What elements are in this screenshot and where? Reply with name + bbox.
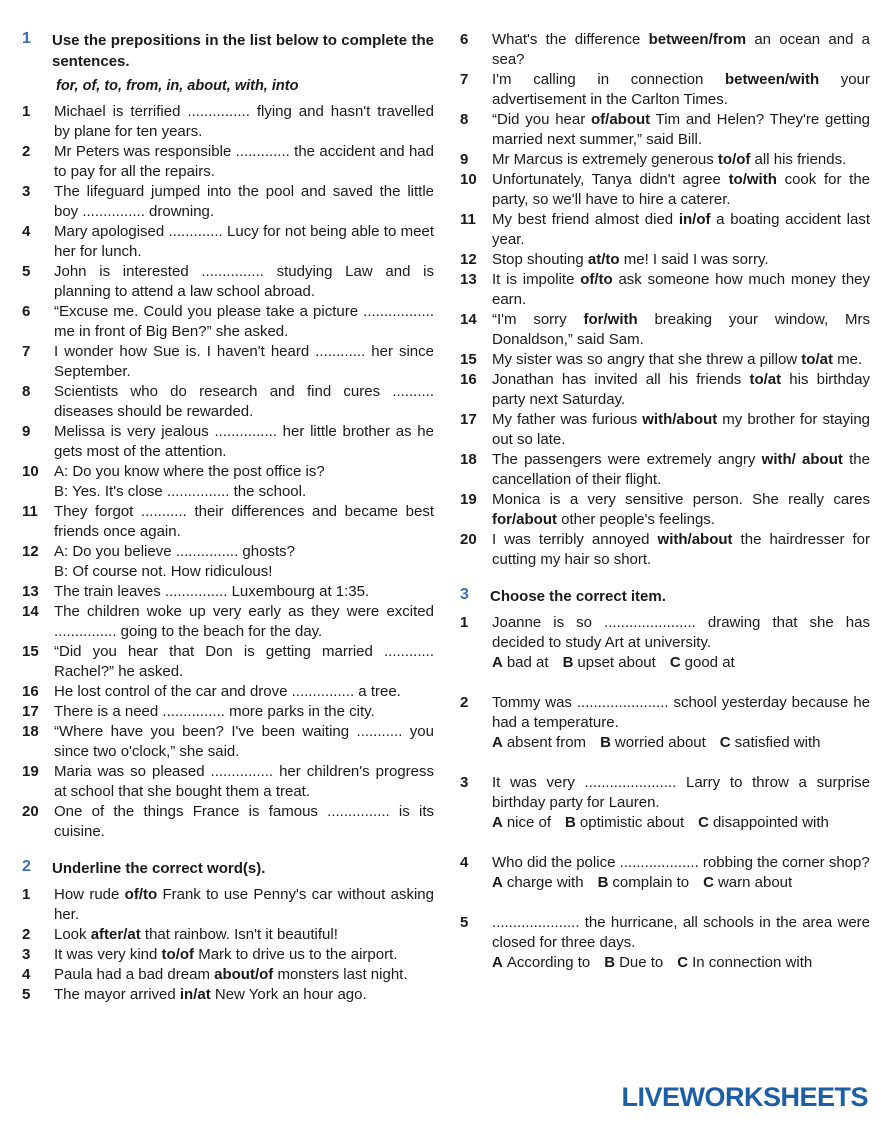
option-letter: B (562, 654, 574, 671)
section-1-items (22, 102, 434, 842)
answer-option[interactable] (600, 733, 706, 753)
item-number: 5 (460, 914, 469, 931)
answer-option[interactable] (720, 733, 821, 753)
exercise-item (22, 985, 434, 1005)
item-text: Paula had a bad dream about/of monsters last night. (54, 966, 408, 983)
word-choice[interactable]: about/of (214, 966, 274, 983)
word-choice[interactable]: with/about (642, 411, 718, 428)
item-text: I'm calling in connection between/with your advertisement in the Carlton Times. (492, 71, 870, 108)
exercise-item (460, 30, 870, 70)
exercise-item (22, 682, 434, 702)
item-number: 5 (22, 986, 31, 1003)
option-text: Due to (619, 954, 664, 971)
section-3-heading (460, 586, 870, 607)
exercise-item (22, 702, 434, 722)
answer-option[interactable] (604, 953, 663, 973)
spacer (460, 753, 870, 773)
item-number: 20 (460, 531, 477, 548)
exercise-item (22, 462, 434, 502)
option-text: charge with (506, 874, 584, 891)
spacer (460, 893, 870, 913)
exercise-item (22, 582, 434, 602)
section-title: Choose the correct item. (490, 588, 666, 605)
item-text: Unfortunately, Tanya didn't agree to/with cook for the party, so we'll have to hire a caterer. (492, 171, 871, 208)
item-text: It was very kind to/of Mark to drive us to the airport. (54, 946, 398, 963)
exercise-item (22, 422, 434, 462)
exercise-item (460, 490, 870, 530)
exercise-item (22, 302, 434, 342)
item-number: 3 (460, 774, 469, 791)
right-column (460, 30, 870, 973)
word-choice[interactable]: of/about (591, 111, 651, 128)
option-letter: A (492, 654, 503, 671)
option-text: warn about (717, 874, 793, 891)
item-text: Stop shouting at/to me! I said I was sorry. (492, 251, 769, 268)
item-number: 17 (22, 703, 39, 720)
section-2-heading (22, 858, 434, 879)
word-choice[interactable]: at/to (587, 251, 620, 268)
item-text: There is a need ............... more parks in the city. (54, 703, 375, 720)
item-text: One of the things France is famous ............... is its cuisine. (54, 803, 434, 840)
item-number: 14 (22, 603, 39, 620)
item-text: John is interested ............... studying Law and is planning to attend a law school abroad. (54, 263, 434, 300)
option-letter: B (604, 954, 616, 971)
exercise-item (22, 182, 434, 222)
option-letter: B (565, 814, 576, 831)
item-text: What's the difference between/from an ocean and a sea? (492, 31, 870, 68)
section-2-items (22, 885, 434, 1005)
exercise-item (460, 270, 870, 310)
word-choice[interactable]: to/of (717, 151, 751, 168)
option-letter: A (492, 954, 503, 971)
exercise-item (460, 310, 870, 350)
item-text: The passengers were extremely angry with/ about the cancellation of their flight. (492, 451, 870, 488)
option-letter: C (677, 954, 689, 971)
exercise-item (22, 502, 434, 542)
exercise-item (460, 370, 870, 410)
word-choice[interactable]: between/from (648, 31, 747, 48)
item-number: 11 (22, 503, 38, 520)
option-letter: A (492, 814, 503, 831)
option-text: disappointed with (712, 814, 829, 831)
answer-options (492, 653, 870, 673)
item-number: 18 (460, 451, 477, 468)
word-choice[interactable]: between/with (724, 71, 820, 88)
option-letter: C (703, 874, 714, 891)
exercise-item (460, 250, 870, 270)
exercise-item (460, 773, 870, 833)
exercise-item (22, 762, 434, 802)
option-letter: A (492, 734, 503, 751)
item-text: The lifeguard jumped into the pool and saved the little boy ............... drowning. (54, 183, 434, 220)
exercise-item (460, 150, 870, 170)
exercise-item (460, 613, 870, 673)
item-number: 5 (22, 263, 31, 280)
item-text: My best friend almost died in/of a boating accident last year. (492, 211, 871, 248)
answer-option[interactable] (703, 873, 792, 893)
item-number: 3 (22, 946, 31, 963)
item-number: 1 (22, 886, 31, 903)
exercise-item (460, 70, 870, 110)
question-text: ..................... the hurricane, all schools in the area were closed for three days. (492, 914, 870, 951)
section-2-items-continued (460, 30, 870, 570)
item-number: 1 (22, 103, 31, 120)
section-title: Use the prepositions in the list below to complete the sentences. (52, 32, 434, 70)
option-text: According to (506, 954, 591, 971)
option-text: complain to (612, 874, 690, 891)
item-number: 19 (460, 491, 477, 508)
item-number: 13 (22, 583, 39, 600)
item-text: Mr Marcus is extremely generous to/of all his friends. (492, 151, 847, 168)
item-text (492, 913, 870, 973)
item-number: 17 (460, 411, 477, 428)
question-text: It was very ...................... Larry to throw a surprise birthday party for Lauren. (492, 774, 870, 811)
exercise-item (460, 450, 870, 490)
word-choice[interactable]: of/to (580, 271, 613, 288)
item-text (492, 773, 870, 833)
preposition-list: for, of, to, from, in, about, with, into (56, 78, 299, 94)
option-letter: B (597, 874, 609, 891)
liveworksheets-logo: LIVEWORKSHEETS (621, 1082, 868, 1112)
item-text: Michael is terrified ............... flying and hasn't travelled by plane for ten years. (54, 103, 434, 140)
item-text: Maria was so pleased ............... her children's progress at school that she bought them a treat. (54, 763, 434, 800)
answer-option[interactable] (565, 813, 684, 833)
word-choice[interactable]: to/at (801, 351, 833, 368)
exercise-item (460, 530, 870, 570)
item-text: He lost control of the car and drove ............... a tree. (54, 683, 401, 700)
item-number: 11 (460, 211, 476, 228)
answer-option[interactable] (492, 653, 549, 673)
word-choice[interactable]: to/of (161, 946, 195, 963)
item-number: 6 (22, 303, 31, 320)
exercise-item (460, 913, 870, 973)
item-text: The children woke up very early as they were excited ............... going to the beach for the day. (54, 603, 434, 640)
item-text: I wonder how Sue is. I haven't heard ............ her since September. (54, 343, 434, 380)
item-text: Mary apologised ............. Lucy for not being able to meet her for lunch. (54, 223, 434, 260)
item-text: “Did you hear of/about Tim and Helen? They're getting married next summer,” said Bill. (492, 111, 870, 148)
item-number: 15 (460, 351, 477, 368)
word-choice[interactable]: with/about (657, 531, 733, 548)
item-number: 10 (460, 171, 477, 188)
item-text: “Did you hear that Don is getting married ............ Rachel?” he asked. (54, 643, 434, 680)
answer-options (492, 873, 870, 893)
item-number: 9 (22, 423, 31, 440)
item-number: 12 (460, 251, 477, 268)
item-number: 8 (22, 383, 31, 400)
option-text: satisfied with (734, 734, 821, 751)
option-text: nice of (506, 814, 552, 831)
exercise-item (22, 542, 434, 582)
item-number: 18 (22, 723, 39, 740)
word-choice[interactable]: to/at (749, 371, 782, 388)
exercise-item (460, 410, 870, 450)
section-number: 2 (22, 858, 31, 875)
answer-options (492, 953, 870, 973)
item-number: 14 (460, 311, 477, 328)
item-text: The mayor arrived in/at New York an hour ago. (54, 986, 367, 1003)
option-text: good at (684, 654, 735, 671)
word-choice[interactable]: in/at (179, 986, 211, 1003)
item-text: They forgot ........... their differences and became best friends once again. (54, 503, 434, 540)
option-letter: A (492, 874, 503, 891)
exercise-item (22, 642, 434, 682)
question-text: Tommy was ...................... school yesterday because he had a temperature. (492, 694, 870, 731)
option-text: bad at (506, 654, 549, 671)
option-letter: C (719, 734, 731, 751)
item-number: 6 (460, 31, 469, 48)
item-number: 4 (22, 966, 31, 983)
item-number: 15 (22, 643, 39, 660)
exercise-item (22, 802, 434, 842)
exercise-item (22, 965, 434, 985)
item-text (492, 613, 870, 673)
item-number: 2 (460, 694, 469, 711)
answer-option[interactable] (492, 873, 584, 893)
question-text: Joanne is so ...................... drawing that she has decided to study Art at university. (492, 614, 870, 651)
section-number: 3 (460, 586, 469, 603)
item-text: “I'm sorry for/with breaking your window, Mrs Donaldson,” said Sam. (492, 311, 870, 348)
item-text: “Where have you been? I've been waiting ........... you since two o'clock,” she said. (54, 723, 434, 760)
item-text (492, 693, 870, 753)
answer-option[interactable] (492, 813, 551, 833)
answer-option[interactable] (492, 733, 586, 753)
item-number: 9 (460, 151, 469, 168)
exercise-item (22, 382, 434, 422)
item-text: Jonathan has invited all his friends to/at his birthday party next Saturday. (492, 371, 870, 408)
answer-option[interactable] (698, 813, 829, 833)
exercise-item (22, 885, 434, 925)
answer-option[interactable] (492, 953, 590, 973)
exercise-item (22, 222, 434, 262)
answer-option[interactable] (598, 873, 690, 893)
item-number: 2 (22, 143, 31, 160)
exercise-item (22, 342, 434, 382)
exercise-item (22, 142, 434, 182)
item-number: 16 (22, 683, 39, 700)
exercise-item (460, 693, 870, 753)
item-number: 16 (460, 371, 477, 388)
section-1-heading (22, 30, 434, 72)
item-text: Melissa is very jealous ............... her little brother as he gets most of the attention. (54, 423, 434, 460)
exercise-item (22, 262, 434, 302)
item-number: 4 (22, 223, 31, 240)
option-letter: C (669, 654, 681, 671)
section-number: 1 (22, 30, 31, 47)
item-text: Monica is a very sensitive person. She really cares for/about other people's feelings. (492, 491, 870, 528)
item-text: A: Do you believe ............... ghosts? B: Of course not. How ridiculous! (54, 543, 295, 580)
section-title: Underline the correct word(s). (52, 860, 266, 877)
answer-option[interactable] (677, 953, 812, 973)
item-text: Scientists who do research and find cures .......... diseases should be rewarded. (54, 383, 434, 420)
item-text: I was terribly annoyed with/about the hairdresser for cutting my hair so short. (492, 531, 871, 568)
answer-option[interactable] (563, 653, 656, 673)
left-column (22, 30, 434, 1005)
word-choice[interactable]: after/at (90, 926, 141, 943)
item-number: 8 (460, 111, 469, 128)
option-text: In connection with (692, 954, 813, 971)
answer-options (492, 733, 870, 753)
spacer (460, 673, 870, 693)
option-letter: B (600, 734, 611, 751)
item-number: 12 (22, 543, 39, 560)
item-number: 20 (22, 803, 39, 820)
item-number: 4 (460, 854, 469, 871)
item-text (492, 853, 870, 893)
item-text: It is impolite of/to ask someone how much money they earn. (492, 271, 870, 308)
word-choice[interactable]: for/about (492, 511, 557, 528)
word-choice[interactable]: with/ about (761, 451, 843, 468)
option-text: worried about (614, 734, 706, 751)
spacer (460, 833, 870, 853)
item-number: 7 (22, 343, 31, 360)
exercise-item (22, 925, 434, 945)
item-text: Mr Peters was responsible ............. the accident and had to pay for all the repairs. (54, 143, 434, 180)
section-3-items (460, 613, 870, 973)
exercise-item (460, 853, 870, 893)
exercise-item (460, 210, 870, 250)
option-text: optimistic about (579, 814, 685, 831)
word-choice[interactable]: to/with (728, 171, 777, 188)
option-text: upset about (577, 654, 656, 671)
exercise-item (22, 102, 434, 142)
item-number: 13 (460, 271, 477, 288)
exercise-item (460, 110, 870, 150)
word-choice[interactable]: in/of (678, 211, 711, 228)
question-text: Who did the police ................... robbing the corner shop? (492, 854, 870, 871)
exercise-item (22, 722, 434, 762)
item-text: My sister was so angry that she threw a pillow to/at me. (492, 351, 863, 368)
item-text: The train leaves ............... Luxembourg at 1:35. (54, 583, 370, 600)
item-text: How rude of/to Frank to use Penny's car without asking her. (54, 886, 434, 923)
answer-option[interactable] (670, 653, 735, 673)
item-number: 10 (22, 463, 39, 480)
item-number: 7 (460, 71, 469, 88)
item-text: “Excuse me. Could you please take a picture ................. me in front of Big Ben?” she asked. (54, 303, 434, 340)
exercise-item (460, 170, 870, 210)
answer-options (492, 813, 870, 833)
item-number: 19 (22, 763, 39, 780)
option-text: absent from (506, 734, 587, 751)
item-text: Look after/at that rainbow. Isn't it beautiful! (54, 926, 338, 943)
item-number: 2 (22, 926, 31, 943)
item-number: 1 (460, 614, 469, 631)
exercise-item (22, 602, 434, 642)
word-choice[interactable]: for/with (583, 311, 638, 328)
item-text: My father was furious with/about my brother for staying out so late. (492, 411, 870, 448)
option-letter: C (698, 814, 709, 831)
exercise-item (460, 350, 870, 370)
word-choice[interactable]: of/to (124, 886, 158, 903)
item-text: A: Do you know where the post office is? B: Yes. It's close ............... the school. (54, 463, 325, 500)
item-number: 3 (22, 183, 31, 200)
exercise-item (22, 945, 434, 965)
